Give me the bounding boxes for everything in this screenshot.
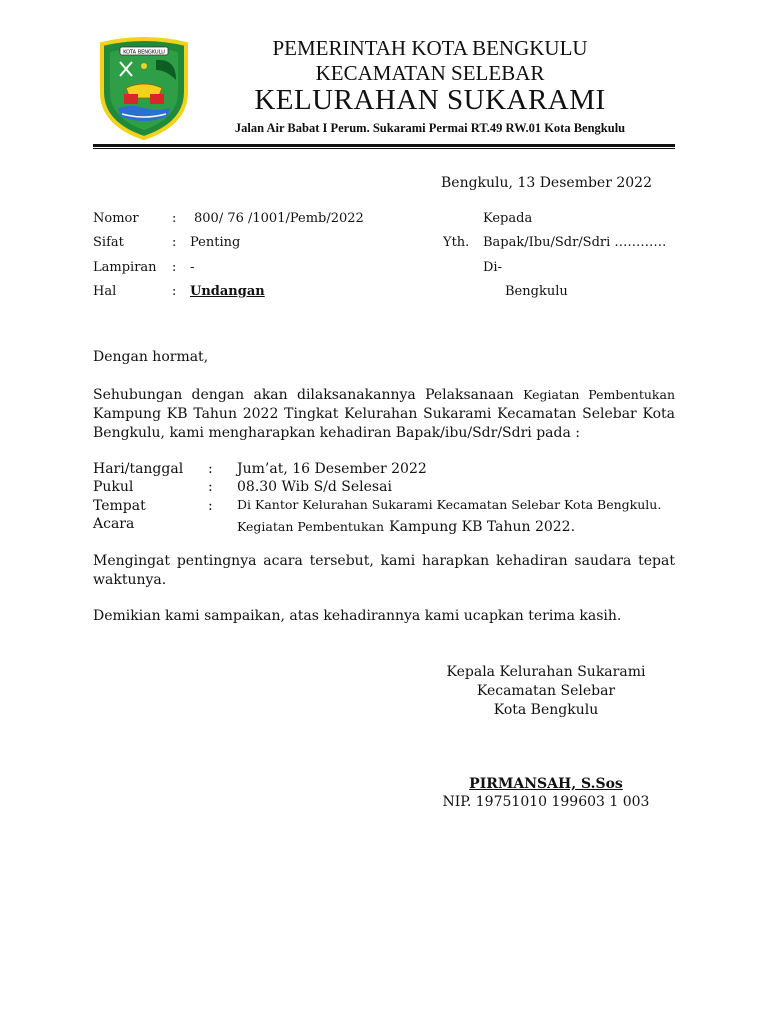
hal-colon: : [172, 284, 177, 299]
recipient-kepada: Kepada [483, 211, 533, 226]
signatory-nip: NIP. 19751010 199603 1 003 [442, 794, 650, 810]
hari-value: Jum’at, 16 Desember 2022 [237, 461, 427, 477]
intro-line-2: Kampung KB Tahun 2022 Tingkat Kelurahan Sukarami Kecamatan Selebar Kota [93, 406, 675, 422]
recipient-place: Bengkulu [505, 284, 568, 299]
closing-1-line-1: Mengingat pentingnya acara tersebut, kami harapkan kehadiran saudara tepat [93, 553, 675, 569]
closing-paragraph-2: Demikian kami sampaikan, atas kehadirannya kami ucapkan terima kasih. [93, 608, 622, 624]
nomor-label: Nomor [93, 211, 139, 226]
sifat-label: Sifat [93, 235, 124, 250]
lampiran-label: Lampiran [93, 260, 157, 275]
recipient-name: Bapak/Ibu/Sdr/Sdri ………… [483, 235, 667, 250]
intro-paragraph [93, 385, 675, 443]
nomor-colon: : [172, 211, 177, 226]
lampiran-value: - [190, 260, 195, 275]
svg-text:KOTA BENGKULU: KOTA BENGKULU [123, 49, 165, 56]
letterhead-government: PEMERINTAH KOTA BENGKULU [272, 36, 588, 60]
intro-line-3: Bengkulu, kami mengharapkan kehadiran Bapak/ibu/Sdr/Sdri pada : [93, 425, 580, 441]
letterhead-address: Jalan Air Babat I Perum. Sukarami Permai RT.49 RW.01 Kota Bengkulu [234, 121, 626, 135]
pukul-value: 08.30 Wib S/d Selesai [237, 479, 392, 495]
letterhead-divider-thick [93, 144, 675, 147]
kota-bengkulu-emblem [96, 36, 192, 140]
signatory-name [420, 776, 672, 792]
letterhead-divider-thin [93, 148, 675, 149]
letterhead-district: KECAMATAN SELEBAR [315, 61, 545, 85]
letter-date: Bengkulu, 13 Desember 2022 [441, 175, 652, 191]
letterhead-village: KELURAHAN SUKARAMI [254, 84, 606, 116]
nomor-value: 800/ 76 /1001/Pemb/2022 [194, 211, 364, 226]
lampiran-colon: : [172, 260, 177, 275]
pukul-label: Pukul [93, 479, 134, 495]
tempat-value: Di Kantor Kelurahan Sukarami Kecamatan Selebar Kota Bengkulu. [237, 497, 662, 512]
sifat-value: Penting [190, 235, 241, 250]
signature-title-2: Kecamatan Selebar [476, 683, 616, 699]
intro-line-1 [93, 385, 675, 405]
signatory-name-text: PIRMANSAH, S.Sos [469, 776, 623, 792]
recipient-di: Di- [483, 260, 502, 275]
tempat-label: Tempat [93, 498, 146, 514]
hari-label: Hari/tanggal [93, 461, 184, 477]
hari-colon: : [208, 461, 213, 477]
pukul-colon: : [208, 479, 213, 495]
acara-label: Acara [93, 516, 135, 532]
acara-value-b: Kampung KB Tahun 2022. [389, 519, 576, 535]
acara-value-a: Kegiatan Pembentukan [237, 519, 385, 534]
closing-1-line-2: waktunya. [93, 572, 167, 588]
closing-paragraph-1 [93, 552, 675, 590]
salutation: Dengan hormat, [93, 349, 209, 365]
signature-title-1: Kepala Kelurahan Sukarami [446, 664, 646, 680]
hal-label: Hal [93, 284, 117, 299]
acara-value [237, 516, 575, 535]
tempat-colon: : [208, 498, 213, 514]
intro-line-1-b: Kegiatan Pembentukan [523, 387, 675, 402]
recipient-yth: Yth. [443, 235, 470, 250]
signature-title-3: Kota Bengkulu [493, 702, 599, 718]
hal-value: Undangan [190, 284, 265, 299]
sifat-colon: : [172, 235, 177, 250]
intro-line-1-a: Sehubungan dengan akan dilaksanakannya Pelaksanaan [93, 387, 514, 403]
